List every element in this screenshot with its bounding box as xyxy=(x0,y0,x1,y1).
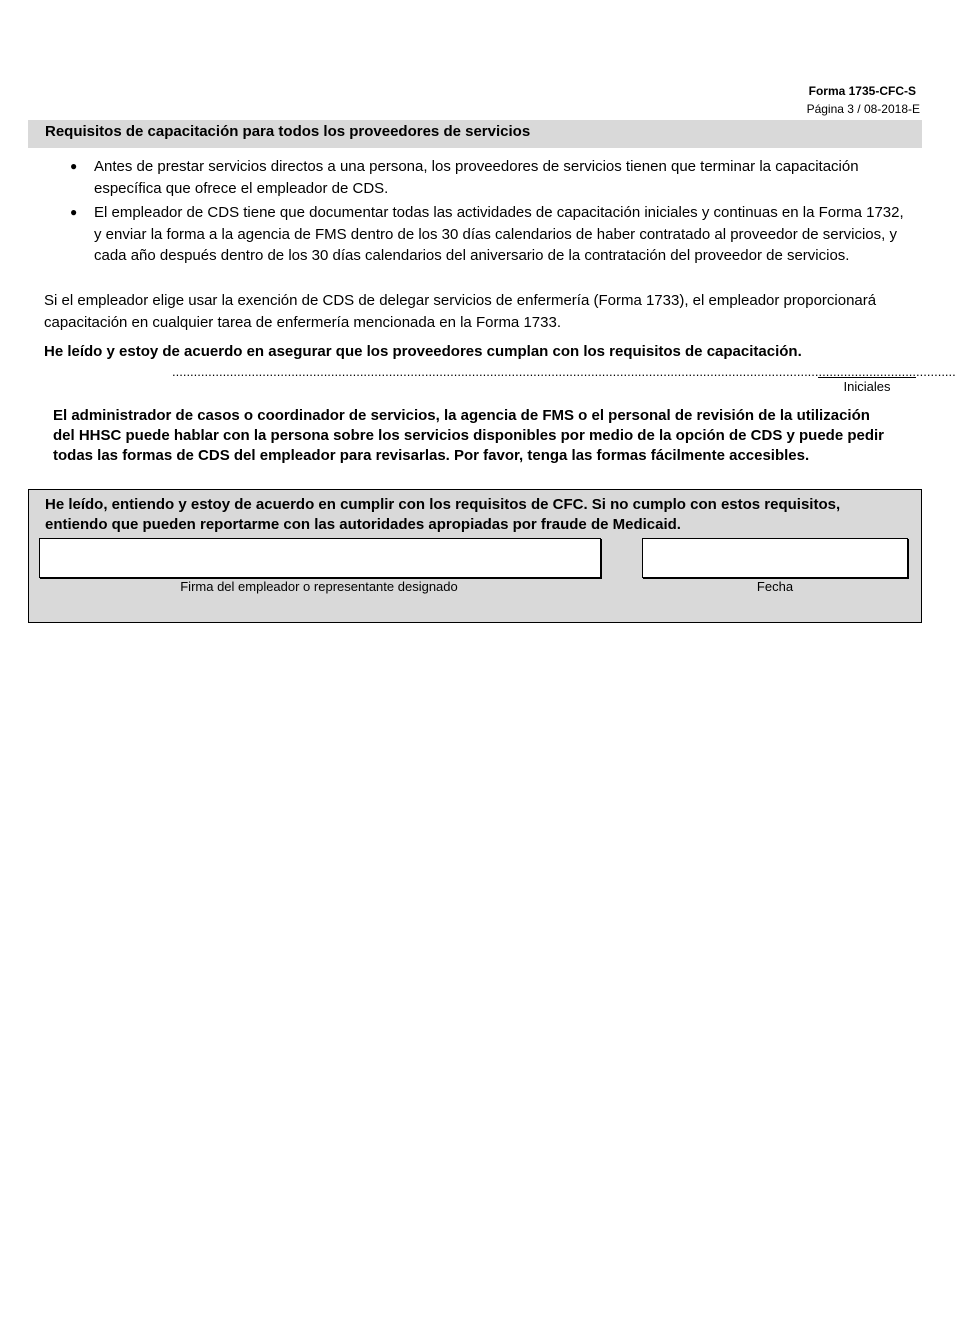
signature-field[interactable] xyxy=(39,538,601,578)
form-number: Forma 1735-CFC-S xyxy=(808,84,916,98)
signature-statement: He leído, entiendo y estoy de acuerdo en cumplir con los requisitos de CFC. Si no cumplo con estos requisitos, entiendo que pueden reportarme con las autoridades apropiadas por fraude de Medicaid. xyxy=(45,496,841,533)
training-requirements-list xyxy=(70,156,910,270)
bullet-icon: ● xyxy=(70,205,78,219)
training-acknowledgement: He leído y estoy de acuerdo en asegurar que los proveedores cumplan con los requisitos de capacitación. xyxy=(44,343,802,360)
initials-label: Iniciales xyxy=(843,379,891,394)
list-item xyxy=(70,202,910,267)
review-notice: El administrador de casos o coordinador de servicios, la agencia de FMS o el personal de revisión de la utilización del HHSC puede hablar con la persona sobre los servicios disponibles por medio de la opción de CDS y puede pedir todas las formas de CDS del empleador para revisarlas. Por favor, tenga las formas fácilmente accesibles. xyxy=(53,407,885,464)
page-info: Página 3 / 08-2018-E xyxy=(806,102,920,116)
bullet-icon: ● xyxy=(70,159,78,173)
list-item-text: El empleador de CDS tiene que documentar todas las actividades de capacitación iniciales y continuas en la Forma 1732, y enviar la forma a la agencia de FMS dentro de los 30 días calendarios de haber contratado al proveedor de servicios, y cada año después dentro de los 30 días calendarios del aniversario de la contratación del proveedor de servicios. xyxy=(94,204,904,264)
training-section-title: Requisitos de capacitación para todos los proveedores de servicios xyxy=(45,123,531,140)
date-field[interactable] xyxy=(642,538,908,578)
dot-leader: ......................................................................................................................................................................................................................... xyxy=(172,364,956,379)
training-section-header xyxy=(28,120,922,148)
signature-label: Firma del empleador o representante designado xyxy=(180,579,458,594)
list-item-text: Antes de prestar servicios directos a una persona, los proveedores de servicios tienen que terminar la capacitación específica que ofrece el empleador de CDS. xyxy=(94,158,859,197)
signature-section xyxy=(28,489,922,623)
date-label: Fecha xyxy=(756,579,794,594)
initials-field[interactable] xyxy=(818,377,916,378)
nursing-delegation-paragraph: Si el empleador elige usar la exención de CDS de delegar servicios de enfermería (Forma 1733), el empleador proporcionará capacitación en cualquier tarea de enfermería mencionada en la Forma 1733. xyxy=(44,292,877,331)
list-item xyxy=(70,156,910,199)
